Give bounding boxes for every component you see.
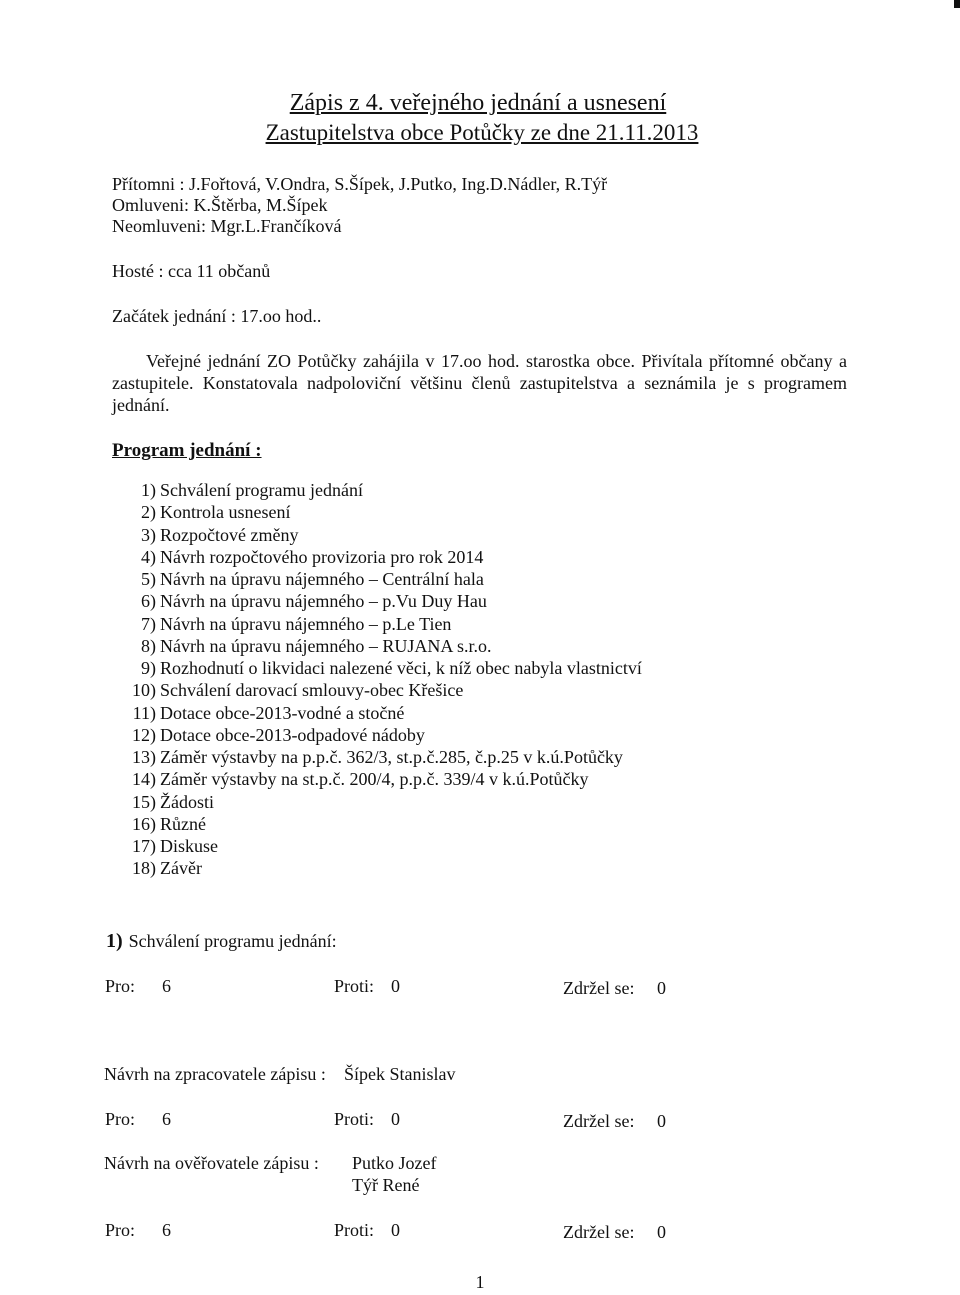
vote-pro-label: Pro:	[105, 976, 136, 996]
present-members: Přítomni : J.Fořtová, V.Ondra, S.Šípek, J.Putko, Ing.D.Nádler, R.Týř	[112, 174, 608, 194]
program-item-text: Dotace obce-2013-vodné a stočné	[160, 702, 405, 723]
program-item-number: 12)	[132, 724, 156, 745]
program-item-text: Rozhodnutí o likvidaci nalezené věci, k níž obec nabyla vlastnictví	[160, 658, 642, 678]
program-item-text: Schválení darovací smlouvy-obec Křešice	[160, 680, 464, 701]
vote-pro-value: 6	[162, 976, 171, 996]
guests: Hosté : cca 11 občanů	[112, 261, 271, 281]
verifiers-proposal	[104, 1152, 319, 1174]
program-item	[112, 501, 642, 523]
program-item	[112, 791, 642, 813]
program-item-text: Záměr výstavby na st.p.č. 200/4, p.p.č. 339/4 v k.ú.Potůčky	[160, 769, 589, 790]
program-item-text: Dotace obce-2013-odpadové nádoby	[160, 724, 425, 745]
program-item	[112, 724, 642, 746]
program-item	[112, 590, 642, 612]
program-item	[112, 479, 642, 501]
program-item	[112, 613, 642, 635]
program-item-text: Návrh na úpravu nájemného – p.Le Tien	[160, 613, 452, 634]
program-item-number: 10)	[132, 680, 156, 701]
vote-proti-label: Proti:	[334, 1220, 375, 1240]
program-item	[112, 835, 642, 857]
vote-zdrzel-value: 0	[657, 1222, 666, 1242]
program-item-text: Návrh na úpravu nájemného – Centrální hala	[160, 569, 484, 589]
program-item-number: 3)	[141, 524, 156, 545]
vote-zdrzel-value: 0	[657, 1111, 666, 1131]
program-item-number: 5)	[141, 569, 156, 589]
meeting-start: Začátek jednání : 17.oo hod..	[112, 306, 322, 326]
program-heading: Program jednání :	[112, 440, 262, 461]
program-item	[112, 679, 642, 701]
program-item-number: 1)	[141, 480, 156, 500]
program-item-number: 6)	[141, 591, 156, 612]
section-1-title	[106, 930, 337, 953]
program-item	[112, 746, 642, 768]
program-item	[112, 546, 642, 568]
vote-proti-label: Proti:	[334, 1109, 375, 1129]
intro-paragraph: Veřejné jednání ZO Potůčky zahájila v 17.oo hod. starostka obce. Přivítala přítomné občany a zastupitele. Konstatovala nadpoloviční většinu členů zastupitelstva a seznámila je s programem jednání.	[112, 351, 847, 415]
unexcused-members: Neomluveni: Mgr.L.Frančíková	[112, 216, 342, 236]
program-item-text: Návrh na úpravu nájemného – p.Vu Duy Hau	[160, 591, 487, 612]
program-item	[112, 524, 642, 546]
program-item	[112, 568, 642, 590]
vote-pro-value: 6	[162, 1109, 171, 1129]
program-item-text: Závěr	[160, 858, 202, 879]
vote-zdrzel-value: 0	[657, 978, 666, 998]
program-item-number: 11)	[132, 702, 156, 723]
excused-members: Omluveni: K.Štěrba, M.Šípek	[112, 195, 328, 215]
section-1-number: 1)	[106, 930, 123, 952]
program-item-text: Záměr výstavby na p.p.č. 362/3, st.p.č.285, č.p.25 v k.ú.Potůčky	[160, 747, 623, 767]
verifier-name-1: Putko Jozef	[352, 1153, 437, 1173]
vote-proti-value: 0	[391, 1220, 400, 1240]
vote-pro-label: Pro:	[105, 1220, 136, 1240]
program-item-number: 18)	[132, 858, 156, 879]
program-item	[112, 857, 642, 879]
program-item-text: Různé	[160, 813, 206, 834]
program-item	[112, 702, 642, 724]
program-item-number: 17)	[132, 836, 156, 856]
program-item	[112, 813, 642, 835]
program-list	[112, 479, 642, 880]
program-item-number: 15)	[132, 791, 156, 812]
program-item-number: 4)	[141, 546, 156, 567]
scan-corner-mark	[954, 0, 960, 8]
program-item	[112, 635, 642, 657]
document-title: Zápis z 4. veřejného jednání a usnesení	[289, 90, 667, 116]
program-item-number: 2)	[141, 502, 156, 523]
vote-zdrzel-label: Zdržel se:	[563, 1222, 635, 1242]
program-item-number: 16)	[132, 813, 156, 834]
verifiers-label: Návrh na ověřovatele zápisu :	[104, 1153, 319, 1173]
page-number: 1	[475, 1272, 485, 1292]
program-item-text: Rozpočtové změny	[160, 524, 299, 545]
recorder-name: Šípek Stanislav	[344, 1064, 456, 1084]
program-item-number: 14)	[132, 769, 156, 790]
program-item-text: Žádosti	[160, 791, 214, 812]
vote-pro-value: 6	[162, 1220, 171, 1240]
program-item-text: Kontrola usnesení	[160, 502, 291, 523]
program-item	[112, 657, 642, 679]
program-item-text: Návrh rozpočtového provizoria pro rok 2014	[160, 546, 484, 567]
vote-pro-label: Pro:	[105, 1109, 136, 1129]
vote-zdrzel-label: Zdržel se:	[563, 1111, 635, 1131]
vote-proti-label: Proti:	[334, 976, 375, 996]
vote-zdrzel-label: Zdržel se:	[563, 978, 635, 998]
program-item-number: 7)	[141, 613, 156, 634]
program-item-text: Schválení programu jednání	[160, 480, 363, 500]
program-item-text: Návrh na úpravu nájemného – RUJANA s.r.o.	[160, 635, 492, 656]
program-item-number: 8)	[141, 635, 156, 656]
document-subtitle: Zastupitelstva obce Potůčky ze dne 21.11.2013	[265, 120, 699, 145]
section-1-label: Schválení programu jednání:	[128, 931, 337, 951]
program-item-number: 9)	[141, 658, 156, 678]
program-item	[112, 768, 642, 790]
vote-proti-value: 0	[391, 1109, 400, 1129]
vote-proti-value: 0	[391, 976, 400, 996]
recorder-proposal	[104, 1063, 456, 1085]
program-item-text: Diskuse	[160, 836, 218, 856]
program-item-number: 13)	[132, 747, 156, 767]
verifier-name-2: Týř René	[352, 1175, 420, 1195]
recorder-label: Návrh na zpracovatele zápisu :	[104, 1064, 326, 1084]
